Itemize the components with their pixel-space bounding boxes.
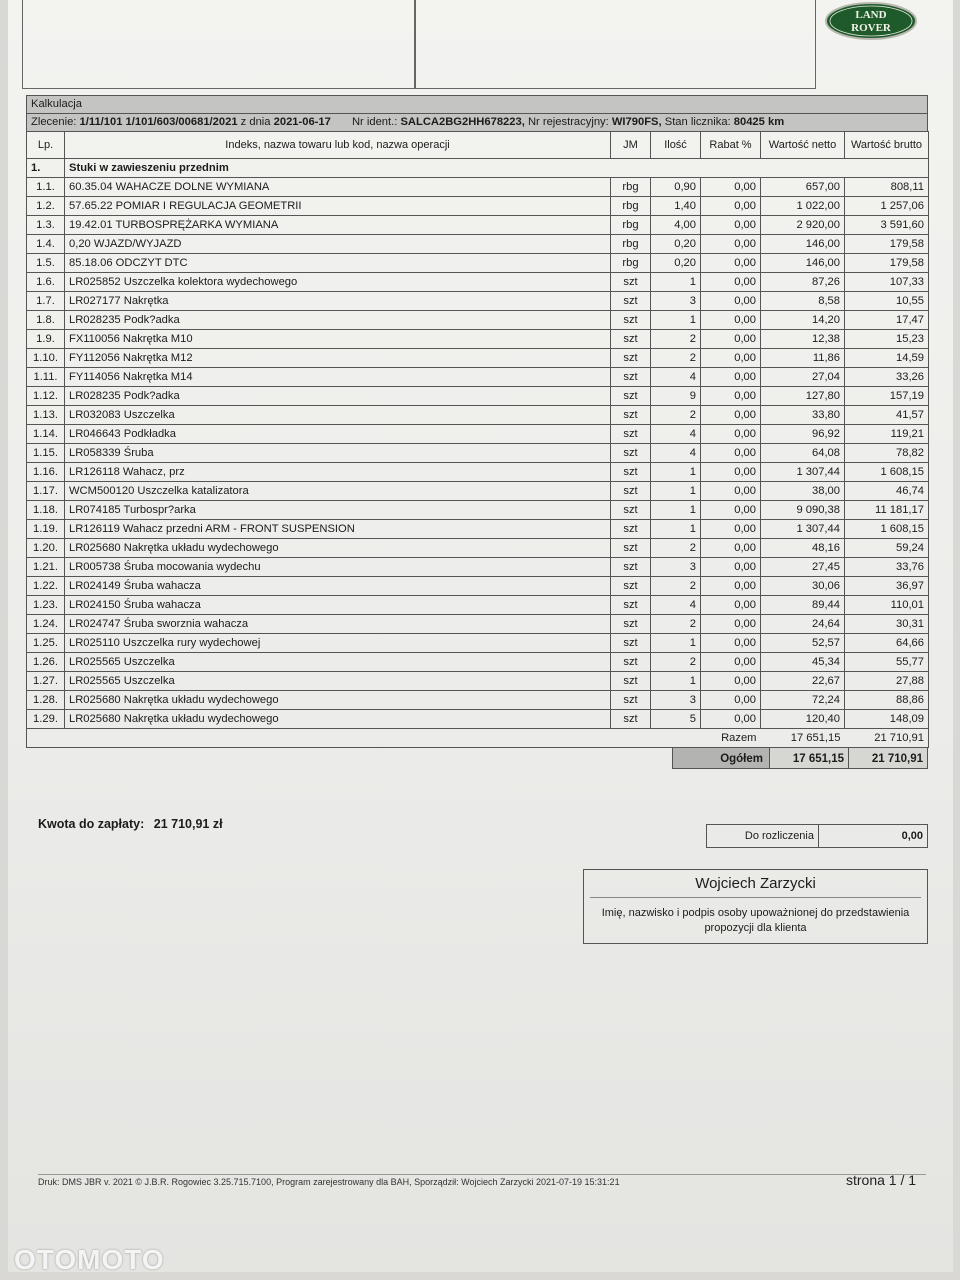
- item-lp: 1.20.: [27, 539, 65, 558]
- item-gross: 33,26: [845, 368, 929, 387]
- item-net: 1 022,00: [761, 197, 845, 216]
- section-lp: 1.: [27, 159, 65, 178]
- item-lp: 1.13.: [27, 406, 65, 425]
- item-unit: szt: [611, 311, 651, 330]
- item-gross: 157,19: [845, 387, 929, 406]
- item-unit: rbg: [611, 216, 651, 235]
- item-gross: 10,55: [845, 292, 929, 311]
- item-lp: 1.9.: [27, 330, 65, 349]
- item-quantity: 4: [651, 368, 701, 387]
- item-discount: 0,00: [701, 615, 761, 634]
- item-discount: 0,00: [701, 482, 761, 501]
- item-unit: szt: [611, 653, 651, 672]
- item-unit: rbg: [611, 178, 651, 197]
- item-gross: 808,11: [845, 178, 929, 197]
- item-lp: 1.26.: [27, 653, 65, 672]
- item-lp: 1.6.: [27, 273, 65, 292]
- item-net: 1 307,44: [761, 520, 845, 539]
- item-lp: 1.5.: [27, 254, 65, 273]
- item-discount: 0,00: [701, 387, 761, 406]
- item-quantity: 1: [651, 273, 701, 292]
- land-rover-logo: [824, 1, 918, 41]
- item-quantity: 4: [651, 425, 701, 444]
- table-row: [27, 710, 929, 729]
- item-net: 146,00: [761, 235, 845, 254]
- item-discount: 0,00: [701, 634, 761, 653]
- item-quantity: 0,20: [651, 235, 701, 254]
- table-row: [27, 330, 929, 349]
- table-row: [27, 444, 929, 463]
- item-description: LR025110 Uszczelka rury wydechowej: [65, 634, 611, 653]
- table-row: [27, 615, 929, 634]
- item-quantity: 1: [651, 634, 701, 653]
- item-quantity: 0,20: [651, 254, 701, 273]
- item-net: 120,40: [761, 710, 845, 729]
- item-gross: 1 257,06: [845, 197, 929, 216]
- amount-due-value: 21 710,91 zł: [153, 817, 223, 831]
- item-lp: 1.29.: [27, 710, 65, 729]
- item-description: LR024747 Śruba sworznia wahacza: [65, 615, 611, 634]
- item-net: 27,04: [761, 368, 845, 387]
- item-gross: 88,86: [845, 691, 929, 710]
- item-gross: 110,01: [845, 596, 929, 615]
- items-table: [26, 131, 929, 748]
- table-row: [27, 653, 929, 672]
- order-info-bar: [26, 113, 928, 131]
- item-discount: 0,00: [701, 216, 761, 235]
- signature-box: [583, 869, 928, 944]
- item-gross: 14,59: [845, 349, 929, 368]
- item-lp: 1.11.: [27, 368, 65, 387]
- item-unit: szt: [611, 691, 651, 710]
- item-gross: 33,76: [845, 558, 929, 577]
- item-unit: szt: [611, 463, 651, 482]
- item-lp: 1.3.: [27, 216, 65, 235]
- item-discount: 0,00: [701, 406, 761, 425]
- item-description: LR005738 Śruba mocowania wydechu: [65, 558, 611, 577]
- item-gross: 36,97: [845, 577, 929, 596]
- table-row: [27, 634, 929, 653]
- item-unit: rbg: [611, 235, 651, 254]
- item-quantity: 2: [651, 577, 701, 596]
- header-box-left: [22, 0, 416, 89]
- item-discount: 0,00: [701, 691, 761, 710]
- item-lp: 1.18.: [27, 501, 65, 520]
- item-gross: 78,82: [845, 444, 929, 463]
- item-quantity: 4: [651, 596, 701, 615]
- item-lp: 1.12.: [27, 387, 65, 406]
- item-quantity: 1: [651, 311, 701, 330]
- item-discount: 0,00: [701, 710, 761, 729]
- table-row: [27, 672, 929, 691]
- item-description: FX110056 Nakrętka M10: [65, 330, 611, 349]
- item-description: 0,20 WJAZD/WYJAZD: [65, 235, 611, 254]
- item-quantity: 9: [651, 387, 701, 406]
- item-quantity: 2: [651, 539, 701, 558]
- item-net: 22,67: [761, 672, 845, 691]
- item-description: LR025852 Uszczelka kolektora wydechowego: [65, 273, 611, 292]
- item-unit: szt: [611, 672, 651, 691]
- section-title-bar: [26, 95, 928, 113]
- item-discount: 0,00: [701, 520, 761, 539]
- item-net: 9 090,38: [761, 501, 845, 520]
- item-lp: 1.8.: [27, 311, 65, 330]
- calculation-section: [26, 95, 928, 748]
- item-unit: szt: [611, 292, 651, 311]
- col-net: Wartość netto: [761, 132, 845, 159]
- table-row: [27, 311, 929, 330]
- signatory-name: Wojciech Zarzycki: [590, 875, 921, 898]
- item-unit: rbg: [611, 254, 651, 273]
- item-net: 89,44: [761, 596, 845, 615]
- item-discount: 0,00: [701, 558, 761, 577]
- subtotal-net: 17 651,15: [761, 729, 845, 748]
- item-description: LR024149 Śruba wahacza: [65, 577, 611, 596]
- item-gross: 119,21: [845, 425, 929, 444]
- logo-text-line1: LAND: [855, 9, 887, 21]
- item-net: 96,92: [761, 425, 845, 444]
- item-unit: szt: [611, 634, 651, 653]
- item-quantity: 2: [651, 349, 701, 368]
- section-row: [27, 159, 929, 178]
- col-gross: Wartość brutto: [845, 132, 929, 159]
- table-row: [27, 368, 929, 387]
- item-quantity: 1: [651, 482, 701, 501]
- item-quantity: 3: [651, 558, 701, 577]
- item-net: 38,00: [761, 482, 845, 501]
- item-discount: 0,00: [701, 178, 761, 197]
- item-gross: 41,57: [845, 406, 929, 425]
- table-row: [27, 216, 929, 235]
- item-unit: szt: [611, 539, 651, 558]
- item-lp: 1.16.: [27, 463, 65, 482]
- item-gross: 1 608,15: [845, 463, 929, 482]
- table-row: [27, 520, 929, 539]
- amount-due-label: Kwota do zapłaty:: [38, 817, 145, 831]
- grand-total: [672, 747, 928, 769]
- item-unit: szt: [611, 368, 651, 387]
- table-row: [27, 292, 929, 311]
- table-row: [27, 349, 929, 368]
- item-description: LR028235 Podk?adka: [65, 387, 611, 406]
- item-unit: szt: [611, 501, 651, 520]
- item-description: 19.42.01 TURBOSPRĘŻARKA WYMIANA: [65, 216, 611, 235]
- item-description: LR058339 Śruba: [65, 444, 611, 463]
- item-lp: 1.10.: [27, 349, 65, 368]
- item-lp: 1.22.: [27, 577, 65, 596]
- item-quantity: 1: [651, 463, 701, 482]
- item-net: 48,16: [761, 539, 845, 558]
- item-unit: szt: [611, 444, 651, 463]
- section-name: Stuki w zawieszeniu przednim: [65, 159, 929, 178]
- print-info: Druk: DMS JBR v. 2021 © J.B.R. Rogowiec 3.25.715.7100, Program zarejestrowany dla BAH, Sporządził: Wojciech Zarzycki 2021-07-19 15:31:21: [38, 1177, 620, 1187]
- item-discount: 0,00: [701, 254, 761, 273]
- item-gross: 15,23: [845, 330, 929, 349]
- item-unit: szt: [611, 710, 651, 729]
- item-discount: 0,00: [701, 311, 761, 330]
- item-description: LR126119 Wahacz przedni ARM - FRONT SUSPENSION: [65, 520, 611, 539]
- item-unit: szt: [611, 425, 651, 444]
- item-lp: 1.23.: [27, 596, 65, 615]
- item-net: 33,80: [761, 406, 845, 425]
- item-net: 8,58: [761, 292, 845, 311]
- item-gross: 179,58: [845, 254, 929, 273]
- item-gross: 3 591,60: [845, 216, 929, 235]
- item-description: LR028235 Podk?adka: [65, 311, 611, 330]
- vin-value: SALCA2BG2HH678223,: [400, 116, 525, 128]
- item-unit: szt: [611, 596, 651, 615]
- item-description: LR024150 Śruba wahacza: [65, 596, 611, 615]
- item-description: WCM500120 Uszczelka katalizatora: [65, 482, 611, 501]
- item-quantity: 1: [651, 520, 701, 539]
- item-lp: 1.1.: [27, 178, 65, 197]
- item-unit: szt: [611, 577, 651, 596]
- date-label: z dnia: [240, 116, 271, 128]
- table-row: [27, 387, 929, 406]
- item-description: FY114056 Nakrętka M14: [65, 368, 611, 387]
- total-label: Ogółem: [672, 747, 770, 769]
- item-quantity: 1: [651, 501, 701, 520]
- table-row: [27, 425, 929, 444]
- settlement-value: 0,00: [901, 830, 923, 842]
- item-net: 657,00: [761, 178, 845, 197]
- col-jm: JM: [611, 132, 651, 159]
- item-quantity: 3: [651, 691, 701, 710]
- item-discount: 0,00: [701, 653, 761, 672]
- item-net: 1 307,44: [761, 463, 845, 482]
- item-description: LR025565 Uszczelka: [65, 672, 611, 691]
- item-gross: 55,77: [845, 653, 929, 672]
- item-unit: szt: [611, 615, 651, 634]
- item-net: 127,80: [761, 387, 845, 406]
- total-gross: 21 710,91: [849, 747, 928, 769]
- col-desc: Indeks, nazwa towaru lub kod, nazwa operacji: [65, 132, 611, 159]
- item-lp: 1.4.: [27, 235, 65, 254]
- item-description: LR046643 Podkładka: [65, 425, 611, 444]
- item-net: 64,08: [761, 444, 845, 463]
- page-number: strona 1 / 1: [846, 1172, 917, 1188]
- settlement-box: [706, 824, 928, 848]
- order-number: 1/11/101 1/101/603/00681/2021: [79, 116, 238, 128]
- item-gross: 179,58: [845, 235, 929, 254]
- item-quantity: 2: [651, 615, 701, 634]
- item-net: 146,00: [761, 254, 845, 273]
- subtotal-label: Razem: [701, 729, 761, 748]
- item-gross: 59,24: [845, 539, 929, 558]
- item-net: 45,34: [761, 653, 845, 672]
- item-discount: 0,00: [701, 577, 761, 596]
- item-net: 87,26: [761, 273, 845, 292]
- item-lp: 1.25.: [27, 634, 65, 653]
- reg-label: Nr rejestracyjny:: [527, 116, 609, 128]
- item-gross: 46,74: [845, 482, 929, 501]
- item-unit: szt: [611, 406, 651, 425]
- item-description: 85.18.06 ODCZYT DTC: [65, 254, 611, 273]
- item-net: 14,20: [761, 311, 845, 330]
- item-description: LR025680 Nakrętka układu wydechowego: [65, 710, 611, 729]
- item-description: 60.35.04 WAHACZE DOLNE WYMIANA: [65, 178, 611, 197]
- otomoto-watermark: OTOMOTO: [14, 1244, 165, 1275]
- item-gross: 64,66: [845, 634, 929, 653]
- item-quantity: 0,90: [651, 178, 701, 197]
- item-quantity: 5: [651, 710, 701, 729]
- table-row: [27, 178, 929, 197]
- col-lp: Lp.: [27, 132, 65, 159]
- table-row: [27, 463, 929, 482]
- table-row: [27, 577, 929, 596]
- item-discount: 0,00: [701, 463, 761, 482]
- item-lp: 1.2.: [27, 197, 65, 216]
- item-unit: szt: [611, 330, 651, 349]
- footer-divider: [38, 1174, 926, 1175]
- item-quantity: 3: [651, 292, 701, 311]
- item-discount: 0,00: [701, 425, 761, 444]
- item-net: 24,64: [761, 615, 845, 634]
- item-quantity: 2: [651, 406, 701, 425]
- item-net: 72,24: [761, 691, 845, 710]
- col-qty: Ilość: [651, 132, 701, 159]
- item-quantity: 4: [651, 444, 701, 463]
- item-gross: 107,33: [845, 273, 929, 292]
- item-unit: szt: [611, 387, 651, 406]
- item-gross: 11 181,17: [845, 501, 929, 520]
- item-net: 11,86: [761, 349, 845, 368]
- item-description: LR032083 Uszczelka: [65, 406, 611, 425]
- item-quantity: 1: [651, 672, 701, 691]
- item-lp: 1.15.: [27, 444, 65, 463]
- item-discount: 0,00: [701, 672, 761, 691]
- header-box-right: [414, 0, 816, 89]
- item-unit: szt: [611, 558, 651, 577]
- table-row: [27, 406, 929, 425]
- item-description: LR025565 Uszczelka: [65, 653, 611, 672]
- table-row: [27, 254, 929, 273]
- item-gross: 30,31: [845, 615, 929, 634]
- table-row: [27, 482, 929, 501]
- item-discount: 0,00: [701, 197, 761, 216]
- col-discount: Rabat %: [701, 132, 761, 159]
- item-gross: 17,47: [845, 311, 929, 330]
- order-label: Zlecenie:: [31, 116, 77, 128]
- item-unit: szt: [611, 482, 651, 501]
- table-header-row: [27, 132, 929, 159]
- item-discount: 0,00: [701, 501, 761, 520]
- item-discount: 0,00: [701, 539, 761, 558]
- table-row: [27, 501, 929, 520]
- item-discount: 0,00: [701, 349, 761, 368]
- item-lp: 1.14.: [27, 425, 65, 444]
- item-description: 57.65.22 POMIAR I REGULACJA GEOMETRII: [65, 197, 611, 216]
- item-lp: 1.7.: [27, 292, 65, 311]
- item-lp: 1.19.: [27, 520, 65, 539]
- item-description: LR027177 Nakrętka: [65, 292, 611, 311]
- item-discount: 0,00: [701, 235, 761, 254]
- item-net: 52,57: [761, 634, 845, 653]
- item-gross: 1 608,15: [845, 520, 929, 539]
- table-row: [27, 273, 929, 292]
- table-row: [27, 558, 929, 577]
- logo-text-line2: ROVER: [851, 22, 891, 34]
- item-gross: 27,88: [845, 672, 929, 691]
- item-quantity: 2: [651, 330, 701, 349]
- item-lp: 1.17.: [27, 482, 65, 501]
- item-net: 12,38: [761, 330, 845, 349]
- item-description: FY112056 Nakrętka M12: [65, 349, 611, 368]
- item-net: 27,45: [761, 558, 845, 577]
- item-quantity: 4,00: [651, 216, 701, 235]
- subtotal-gross: 21 710,91: [845, 729, 929, 748]
- signature-caption: Imię, nazwisko i podpis osoby upoważnionej do przedstawienia propozycji dla klienta: [601, 907, 910, 934]
- order-date: 2021-06-17: [273, 116, 331, 128]
- item-discount: 0,00: [701, 273, 761, 292]
- item-lp: 1.28.: [27, 691, 65, 710]
- section-title: Kalkulacja: [31, 98, 82, 110]
- item-lp: 1.27.: [27, 672, 65, 691]
- table-row: [27, 197, 929, 216]
- odometer-label: Stan licznika:: [664, 116, 731, 128]
- item-discount: 0,00: [701, 596, 761, 615]
- item-lp: 1.24.: [27, 615, 65, 634]
- table-row: [27, 691, 929, 710]
- table-row: [27, 235, 929, 254]
- item-unit: szt: [611, 273, 651, 292]
- item-unit: rbg: [611, 197, 651, 216]
- table-row: [27, 596, 929, 615]
- settlement-label: Do rozliczenia: [707, 825, 819, 847]
- item-quantity: 1,40: [651, 197, 701, 216]
- item-description: LR025680 Nakrętka układu wydechowego: [65, 691, 611, 710]
- table-row: [27, 539, 929, 558]
- item-discount: 0,00: [701, 330, 761, 349]
- item-discount: 0,00: [701, 444, 761, 463]
- vin-label: Nr ident.:: [351, 116, 398, 128]
- amount-due: [38, 817, 223, 831]
- item-discount: 0,00: [701, 292, 761, 311]
- item-description: LR126118 Wahacz, prz: [65, 463, 611, 482]
- item-net: 2 920,00: [761, 216, 845, 235]
- odometer-value: 80425 km: [733, 116, 785, 128]
- item-gross: 148,09: [845, 710, 929, 729]
- item-lp: 1.21.: [27, 558, 65, 577]
- item-quantity: 2: [651, 653, 701, 672]
- item-description: LR074185 Turbospr?arka: [65, 501, 611, 520]
- total-net: 17 651,15: [770, 747, 849, 769]
- item-description: LR025680 Nakrętka układu wydechowego: [65, 539, 611, 558]
- subtotal-row: [27, 729, 929, 748]
- item-discount: 0,00: [701, 368, 761, 387]
- item-unit: szt: [611, 520, 651, 539]
- reg-value: WI790FS,: [611, 116, 662, 128]
- item-net: 30,06: [761, 577, 845, 596]
- item-unit: szt: [611, 349, 651, 368]
